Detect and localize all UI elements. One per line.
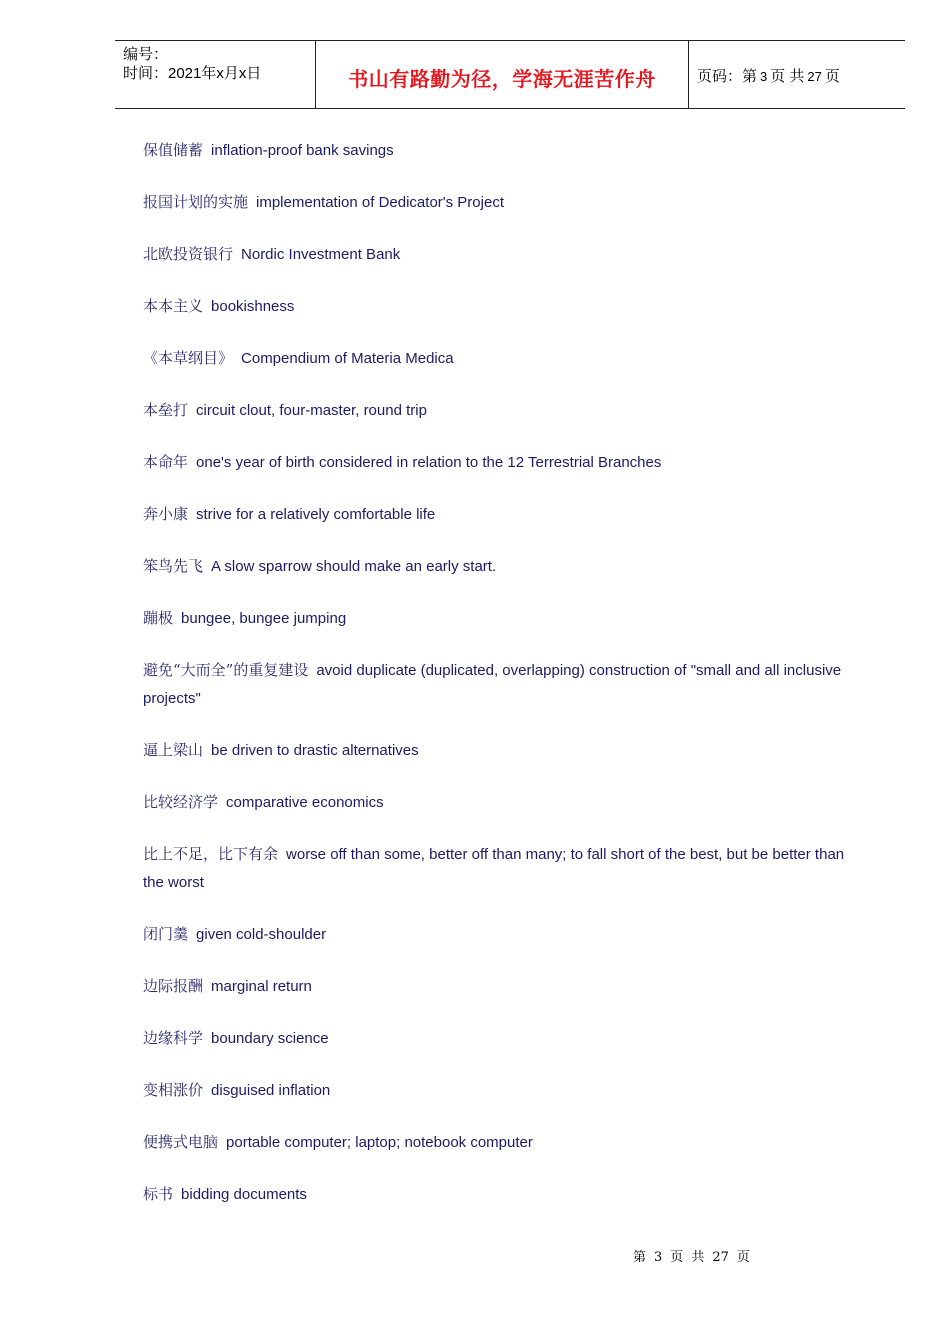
entry-chinese: 北欧投资银行 <box>143 245 234 263</box>
page-suffix: 页 <box>824 68 840 85</box>
footer-ye2: 页 <box>736 1250 750 1265</box>
entry-english: avoid duplicate (duplicated, overlapping) construction of "small and all inclusive projects" <box>143 662 842 707</box>
entry-english: circuit clout, four-master, round trip <box>196 402 427 419</box>
entry-chinese: 避免“大而全”的重复建设 <box>143 661 309 679</box>
entry-chinese: 报国计划的实施 <box>143 193 249 211</box>
entry-english: Compendium of Materia Medica <box>241 350 454 367</box>
page-total: 27 <box>807 69 822 84</box>
entry-english: marginal return <box>211 978 312 995</box>
glossary-entry <box>143 448 863 477</box>
glossary-entry <box>143 604 863 633</box>
entry-english: given cold-shoulder <box>196 926 327 943</box>
glossary-entry <box>143 920 863 949</box>
entry-chinese: 比上不足，比下有余 <box>143 845 279 863</box>
glossary-entry <box>143 500 863 529</box>
glossary-entry <box>143 240 863 269</box>
glossary-list <box>143 136 863 1232</box>
entry-chinese: 便携式电脑 <box>143 1133 219 1151</box>
entry-english: worse off than some, better off than many; to fall short of the best, but be better than the worst <box>143 846 845 891</box>
glossary-entry <box>143 736 863 765</box>
entry-english: bidding documents <box>181 1186 307 1203</box>
entry-chinese: 标书 <box>143 1185 174 1203</box>
entry-english: Nordic Investment Bank <box>241 246 401 263</box>
entry-english: disguised inflation <box>211 1082 331 1099</box>
entry-english: comparative economics <box>226 794 384 811</box>
entry-chinese: 逼上梁山 <box>143 741 204 759</box>
entry-english: bookishness <box>211 298 295 315</box>
glossary-entry <box>143 788 863 817</box>
entry-english: strive for a relatively comfortable life <box>196 506 436 523</box>
entry-english: portable computer; laptop; notebook computer <box>226 1134 533 1151</box>
footer-total-pages: 27 <box>712 1250 729 1265</box>
glossary-entry <box>143 136 863 165</box>
footer-current-page: 3 <box>654 1250 663 1265</box>
page-current: 3 <box>760 69 768 84</box>
footer-ye: 页 <box>670 1250 684 1265</box>
entry-english: bungee, bungee jumping <box>181 610 347 627</box>
entry-english: A slow sparrow should make an early start. <box>211 558 497 575</box>
glossary-entry <box>143 972 863 1001</box>
glossary-entry <box>143 344 863 373</box>
header-meta <box>115 41 315 108</box>
footer-gong: 共 <box>691 1250 705 1265</box>
page-footer <box>633 1246 758 1265</box>
entry-english: implementation of Dedicator's Project <box>256 194 504 211</box>
entry-chinese: 本垒打 <box>143 401 189 419</box>
glossary-entry <box>143 1024 863 1053</box>
entry-chinese: 奔小康 <box>143 505 189 523</box>
document-time-label: 时间：2021年x月x日 <box>123 65 262 82</box>
entry-chinese: 边际报酬 <box>143 977 204 995</box>
entry-chinese: 边缘科学 <box>143 1029 204 1047</box>
entry-english: boundary science <box>211 1030 329 1047</box>
entry-chinese: 闭门羹 <box>143 925 189 943</box>
glossary-entry <box>143 1180 863 1209</box>
entry-chinese: 保值储蓄 <box>143 141 204 159</box>
entry-chinese: 笨鸟先飞 <box>143 557 204 575</box>
page-mid: 页 共 <box>770 68 805 85</box>
entry-chinese: 变相涨价 <box>143 1081 204 1099</box>
entry-english: inflation-proof bank savings <box>211 142 394 159</box>
entry-chinese: 蹦极 <box>143 609 174 627</box>
entry-english: one's year of birth considered in relation to the 12 Terrestrial Branches <box>196 454 662 471</box>
glossary-entry <box>143 292 863 321</box>
header-page-info <box>689 41 905 108</box>
glossary-entry <box>143 188 863 217</box>
glossary-entry <box>143 840 863 897</box>
document-number-label: 编号： <box>123 46 169 63</box>
entry-chinese: 本命年 <box>143 453 189 471</box>
header-motto: 书山有路勤为径，学海无涯苦作舟 <box>348 67 656 91</box>
glossary-entry <box>143 552 863 581</box>
page-header <box>115 40 905 109</box>
page-number-info <box>697 65 840 86</box>
glossary-entry <box>143 1128 863 1157</box>
page-prefix: 页码：第 <box>697 68 758 85</box>
footer-di: 第 <box>633 1250 647 1265</box>
entry-english: be driven to drastic alternatives <box>211 742 419 759</box>
entry-chinese: 《本草纲目》 <box>143 349 234 367</box>
glossary-entry <box>143 396 863 425</box>
entry-chinese: 本本主义 <box>143 297 204 315</box>
entry-chinese: 比较经济学 <box>143 793 219 811</box>
glossary-entry <box>143 1076 863 1105</box>
header-motto-cell <box>315 41 689 108</box>
glossary-entry <box>143 656 863 713</box>
